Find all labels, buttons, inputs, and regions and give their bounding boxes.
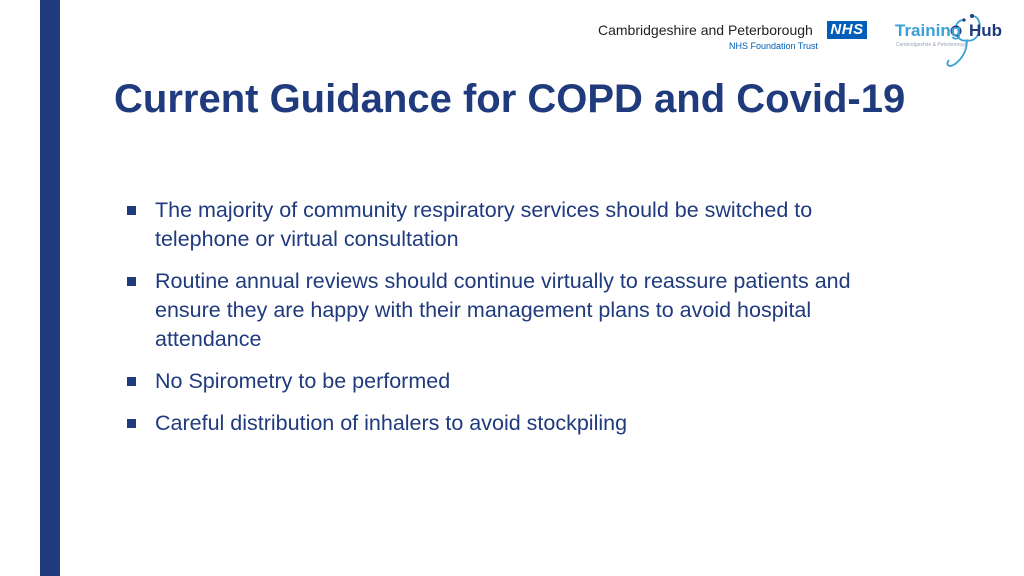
bullet-text: The majority of community respiratory services should be switched to telephone or virtual consultation [155,198,813,251]
bullet-text: Routine annual reviews should continue virtually to reassure patients and ensure they are happy with their management plans to avoid hospital attendance [155,269,851,351]
bullet-text: Careful distribution of inhalers to avoid stockpiling [155,411,628,435]
nhs-badge: NHS [827,21,867,39]
square-bullet-icon [127,377,136,386]
square-bullet-icon [127,206,136,215]
training-hub-word-training: Training [895,21,962,40]
nhs-trust-logo [598,18,870,54]
bullet-text: No Spirometry to be performed [155,369,451,393]
bullet-item [124,196,894,254]
bullet-list [124,196,894,451]
training-hub-logo [893,10,1009,72]
stethoscope-icon [893,10,1009,72]
nhs-subtitle: NHS Foundation Trust [728,41,818,51]
nhs-org-name: Cambridgeshire and Peterborough [598,22,813,38]
slide-title: Current Guidance for COPD and Covid-19 [114,77,906,121]
training-hub-tagline: Cambridgeshire & Peterborough [896,42,968,48]
training-hub-word-hub: Hub [969,21,1003,40]
square-bullet-icon [127,419,136,428]
square-bullet-icon [127,277,136,286]
bullet-item [124,267,894,354]
bullet-item [124,367,894,396]
bullet-item [124,409,894,438]
side-accent-bar [40,0,60,576]
